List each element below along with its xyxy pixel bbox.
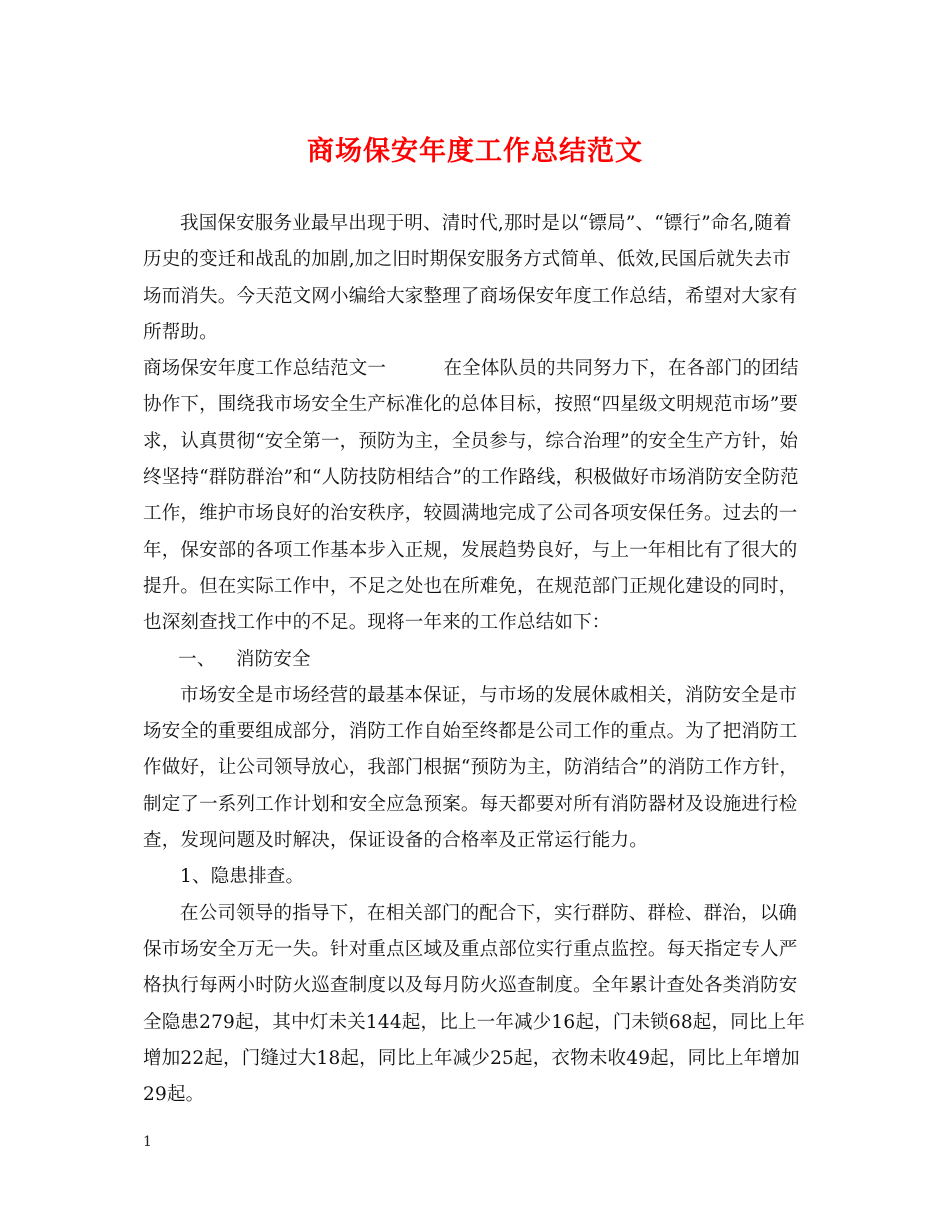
sample-text: 在全体队员的共同努力下，在各部门的团结协作下，围绕我市场安全生产标准化的总体目标，按照“四星级文明规范市场”要求，认真贯彻“安全第一，预防为主，全员参与，综合治理”的安全生产方针，始终坚持“群防群治”和“人防技防相结合”的工作路线，积极做好市场消防安全防范工作，维护市场良好的治安秩序，较圆满地完成了公司各项安保任务。过去的一年，保安部的各项工作基本步入正规，发展趋势良好，与上一年相比有了很大的提升。但在实际工作中，不足之处也在所难免，在规范部门正规化建设的同时，也深刻查找工作中的不足。现将一年来的工作总结如下： (143, 358, 799, 634)
section-one-paragraph: 市场安全是市场经营的最基本保证，与市场的发展休戚相关，消防安全是市场安全的重要组成部分，消防工作自始至终都是公司工作的重点。为了把消防工作做好，让公司领导放心，我部门根据“预防为主，防消结合”的消防工作方针，制定了一系列工作计划和安全应急预案。每天都要对所有消防器材及设施进行检查，发现问题及时解决，保证设备的合格率及正常运行能力。 (143, 684, 799, 852)
section-one-title: 消防安全 (235, 648, 311, 670)
intro-paragraph: 我国保安服务业最早出现于明、清时代,那时是以“镖局”、“镖行”命名,随着历史的变迁和战乱的加剧,加之旧时期保安服务方式简单、低效,民国后就失去市场而消失。今天范文网小编给大家整理了商场保安年度工作总结，希望对大家有所帮助。 (143, 213, 798, 343)
item-one-paragraph: 在公司领导的指导下，在相关部门的配合下，实行群防、群检、群治，以确保市场安全万无一失。针对重点区域及重点部位实行重点监控。每天指定专人严格执行每两小时防火巡查制度以及每月防火巡查制度。全年累计查处各类消防安全隐患279起，其中灯未关144起，比上一年减少16起，门未锁68起，同比上年增加22起，门缝过大18起，同比上年减少25起，衣物未收49起，同比上年增加29起。 (143, 902, 806, 1106)
sample-paragraph (143, 351, 809, 641)
section-one-heading (143, 642, 809, 678)
sample-heading: 商场保安年度工作总结范文一 (143, 358, 387, 380)
document-title: 商场保安年度工作总结范文 (307, 136, 643, 167)
item-one-heading: 1、隐患排查。 (180, 866, 305, 888)
document-body (143, 206, 809, 1113)
page-number: 1 (143, 1134, 152, 1150)
section-one-number: 一、 (178, 648, 216, 670)
